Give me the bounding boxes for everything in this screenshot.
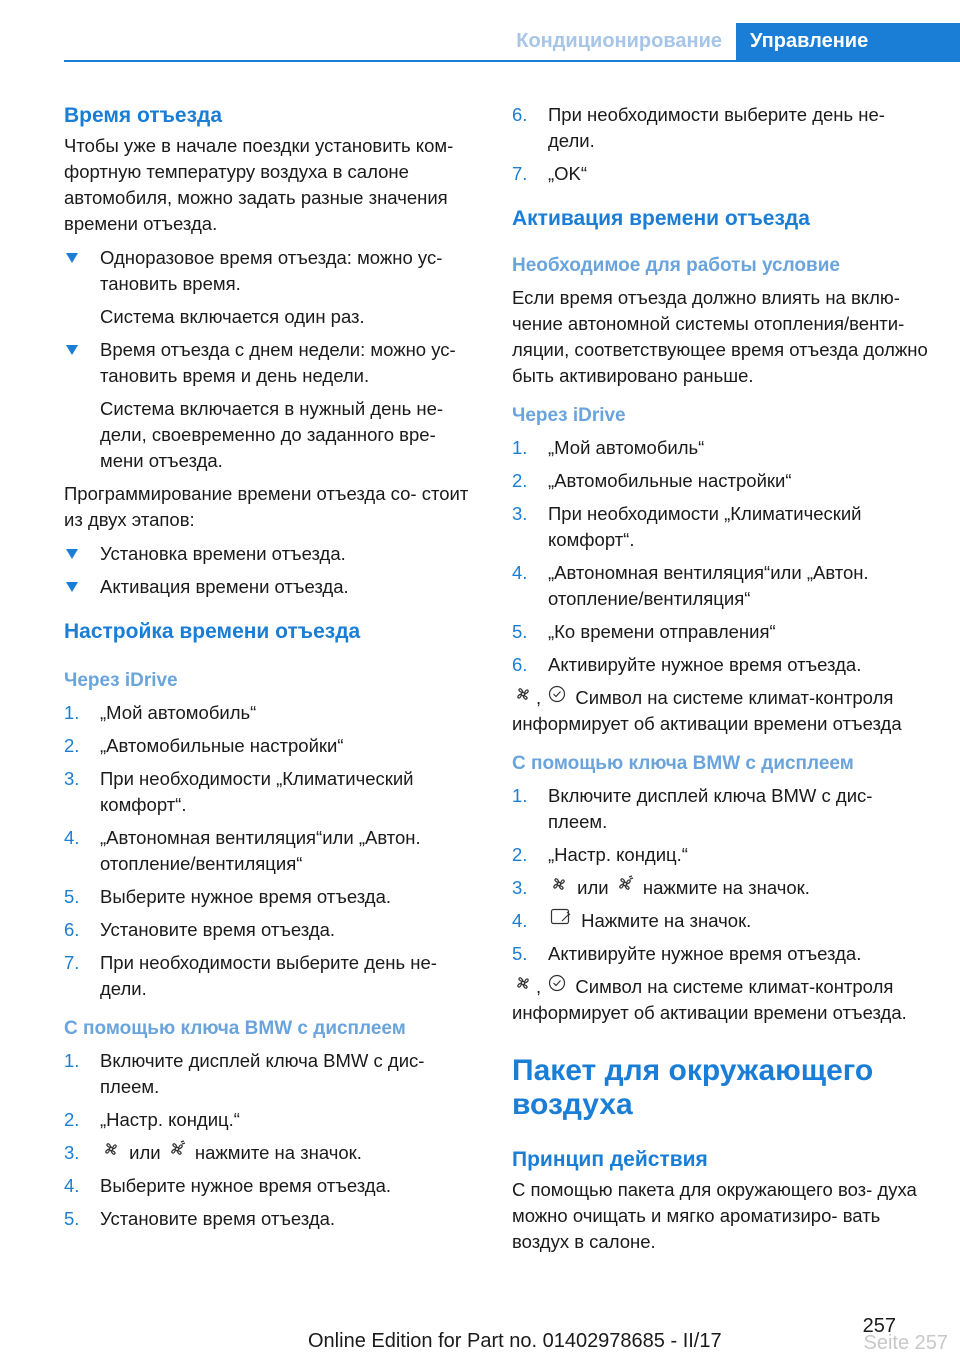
fan-icon	[514, 973, 532, 999]
step-item: 3. При необходимости „Климатический комфорт“.	[64, 768, 414, 815]
step-item: 3. или нажмите на значок.	[64, 1140, 478, 1166]
fan-icon	[550, 874, 568, 900]
step-item: 1. „Мой автомобиль“	[512, 437, 705, 458]
heading-principle: Принцип действия	[512, 1148, 708, 1171]
step-item: 5. Активируйте нужное время отъезда.	[512, 943, 862, 964]
heading-ambient-air-package: Пакет для окружающего воздуха	[512, 1054, 874, 1121]
bullet-triangle-icon	[66, 549, 78, 559]
step-item: 2. „Настр. кондиц.“	[512, 844, 688, 865]
heading-departure-time: Время отъезда	[64, 104, 223, 127]
step-item: 1. Включите дисплей ключа BMW с дис- плеем.	[64, 1050, 425, 1097]
step-item: 4. „Автономная вентиляция“или „Автон. отопление/вентиляция“	[64, 827, 421, 874]
step-item: 7. При необходимости выберите день не- дели.	[64, 952, 437, 999]
icon-note: , Символ на системе климат-контроля информирует об активации времени отъезда.	[512, 974, 928, 1026]
page-header	[0, 23, 960, 61]
steps-idrive	[64, 700, 478, 1002]
step-item: 3. При необходимости „Климатический комфорт“.	[512, 503, 862, 550]
subheading-bmw-key: С помощью ключа BMW с дисплеем	[64, 1018, 406, 1039]
section-tab: Управление	[736, 23, 960, 62]
step-item: 4. Нажмите на значок.	[512, 908, 928, 934]
footer-edition: Online Edition for Part no. 01402978685 - II/17	[308, 1330, 722, 1352]
principle-paragraph: С помощью пакета для окружающего воз- духа можно очищать и мягко ароматизиро- вать воздух в салоне.	[512, 1179, 917, 1252]
icon-note: , Символ на системе климат-контроля информирует об активации времени отъезда	[512, 685, 928, 737]
page-number: 257	[862, 1315, 896, 1337]
fan-blowing-icon	[616, 874, 634, 900]
step-item: 2. „Автомобильные настройки“	[64, 735, 344, 756]
list-item: Установка времени отъезда.	[64, 541, 478, 567]
bullet-list-steps	[64, 541, 478, 600]
step-item: 3. или нажмите на значок.	[512, 875, 928, 901]
steps-continued	[512, 102, 928, 187]
fan-icon	[514, 684, 532, 710]
bullet-list-modes	[64, 245, 478, 474]
header-rule	[64, 60, 960, 62]
bullet-triangle-icon	[66, 345, 78, 355]
list-item: Одноразовое время отъезда: можно ус- тановить время. Система включается один раз.	[64, 245, 478, 330]
step-item: 6. Установите время отъезда.	[64, 919, 336, 940]
step-item: 5. „Ко времени отправления“	[512, 621, 776, 642]
clock-check-icon	[548, 973, 566, 999]
steps-bmw-key-2	[512, 783, 928, 967]
step-item: 4. „Автономная вентиляция“или „Автон. отопление/вентиляция“	[512, 562, 869, 609]
steps-bmw-key	[64, 1048, 478, 1232]
step-item: 2. „Автомобильные настройки“	[512, 470, 792, 491]
step-item: 5. Выберите нужное время отъезда.	[64, 886, 391, 907]
key-display-icon	[550, 907, 572, 933]
bullet-triangle-icon	[66, 253, 78, 263]
step-item: 6. Активируйте нужное время отъезда.	[512, 654, 862, 675]
steps-idrive-2	[512, 435, 928, 678]
step-item: 1. „Мой автомобиль“	[64, 702, 257, 723]
subheading-idrive: Через iDrive	[64, 670, 178, 691]
list-item: Активация времени отъезда.	[64, 574, 478, 600]
step-item: 5. Установите время отъезда.	[64, 1208, 336, 1229]
intro-paragraph: Чтобы уже в начале поездки установить ком- фортную температуру воздуха в салоне автомобиля, можно задать разные значения времени отъезда.	[64, 135, 454, 234]
subheading-bmw-key-2: С помощью ключа BMW с дисплеем	[512, 753, 854, 774]
left-column	[64, 102, 478, 1239]
subheading-idrive-2: Через iDrive	[512, 405, 626, 426]
clock-check-icon	[548, 684, 566, 710]
step-item: 6. При необходимости выберите день не- дели.	[512, 104, 885, 151]
fan-icon	[102, 1139, 120, 1165]
chapter-title: Кондиционирование	[516, 30, 722, 52]
step-item: 1. Включите дисплей ключа BMW с дис- плеем.	[512, 785, 873, 832]
right-column	[512, 102, 928, 1263]
step-item: 2. „Настр. кондиц.“	[64, 1109, 240, 1130]
bullet-triangle-icon	[66, 582, 78, 592]
programming-paragraph: Программирование времени отъезда со- стоит из двух этапов:	[64, 483, 469, 530]
fan-blowing-icon	[168, 1139, 186, 1165]
heading-activate-departure: Активация времени отъезда	[512, 207, 810, 230]
step-item: 4. Выберите нужное время отъезда.	[64, 1175, 391, 1196]
list-item: Время отъезда с днем недели: можно ус- тановить время и день недели. Система включается в нужный день не- дели, своевременно до заданного вре- мени отъезда.	[64, 337, 478, 474]
subheading-requirement: Необходимое для работы условие	[512, 255, 840, 276]
requirement-paragraph: Если время отъезда должно влиять на вклю- чение автономной системы отопления/венти- ляции, соответствующее время отъезда должно быть активировано раньше.	[512, 287, 928, 386]
step-item: 7. „OK“	[512, 163, 588, 184]
heading-set-departure: Настройка времени отъезда	[64, 620, 361, 643]
watermark: Seite 257	[863, 1332, 948, 1354]
